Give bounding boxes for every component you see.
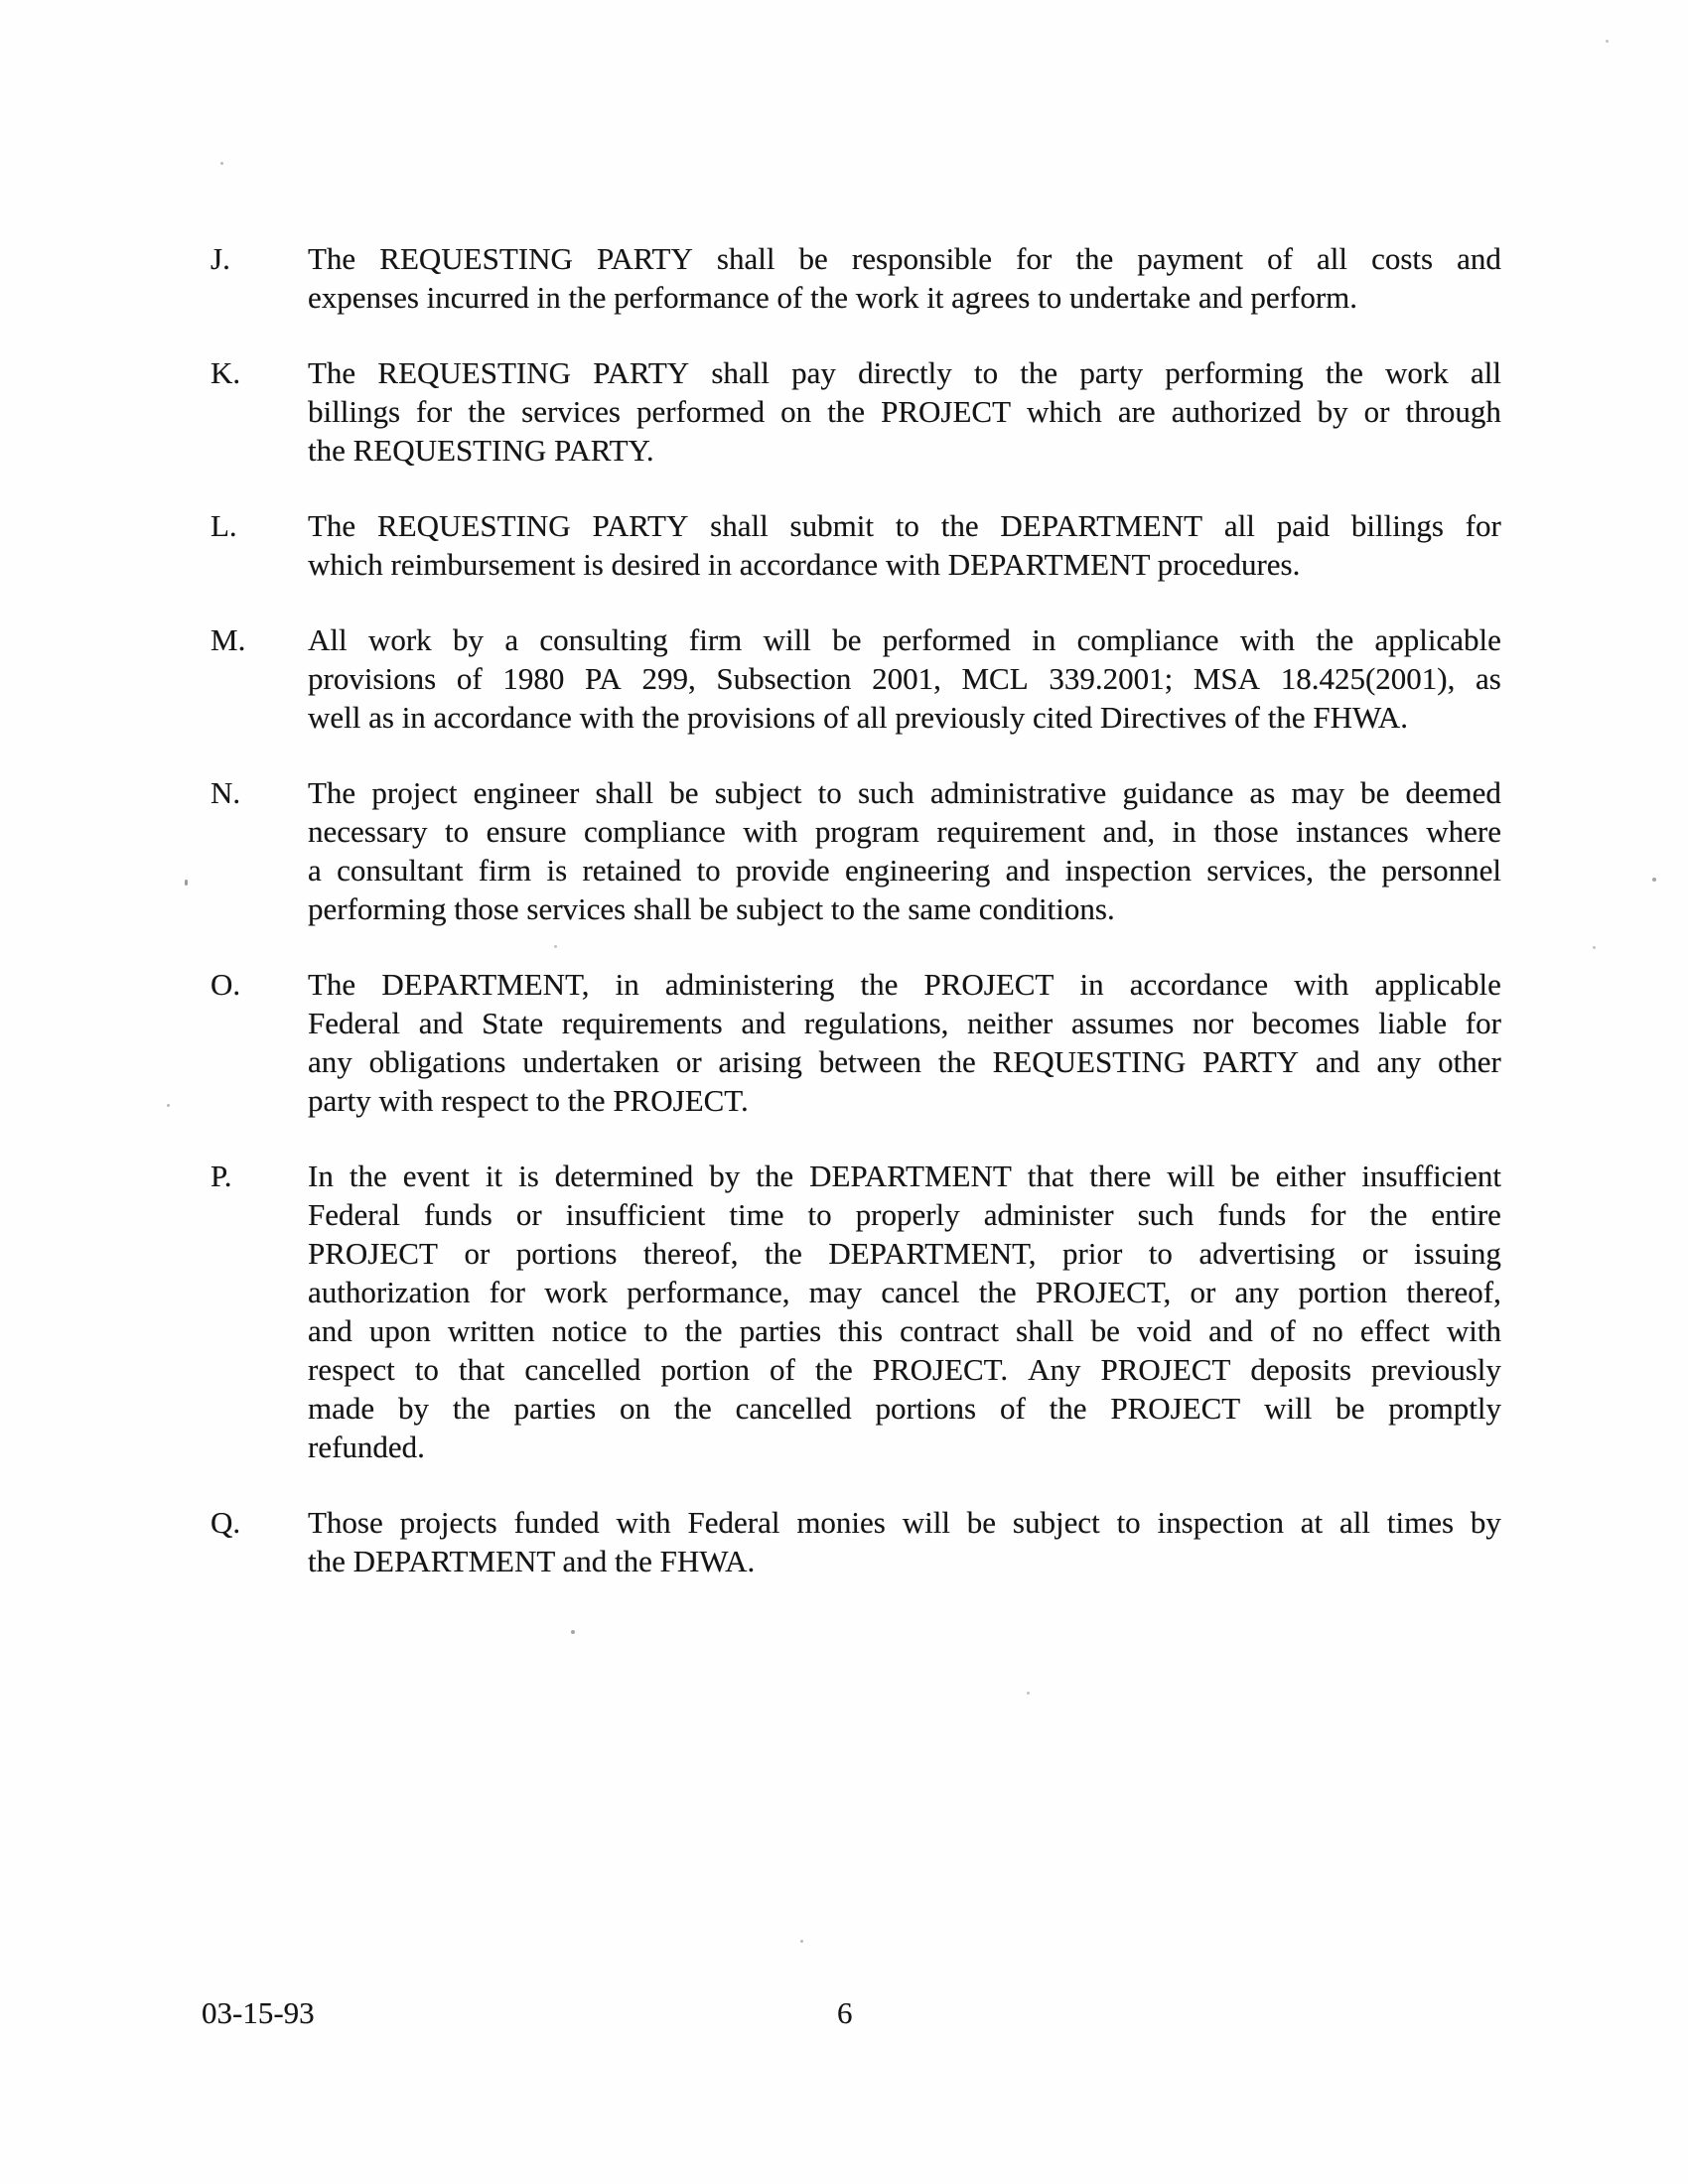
clause-line: performing those services shall be subject to the same conditions. (308, 891, 1115, 926)
clause-line: a consultant firm is retained to provide engineering and inspection services, the personnel (308, 853, 1501, 887)
clause-line: the DEPARTMENT and the FHWA. (308, 1544, 756, 1578)
clause-letter: P. (211, 1159, 232, 1193)
clause-N (211, 773, 1501, 928)
scan-speck (1606, 40, 1609, 43)
clause-letter: L. (211, 508, 237, 543)
clause-text (308, 1503, 1501, 1580)
clause-line: the REQUESTING PARTY. (308, 433, 654, 468)
clause-letter: M. (211, 622, 246, 657)
clause-letter: J. (211, 241, 230, 276)
clause-text (308, 506, 1501, 584)
scan-speck (1652, 878, 1656, 882)
clause-text (308, 1157, 1501, 1466)
clause-J (211, 239, 1501, 317)
clause-line: The DEPARTMENT, in administering the PROJECT in accordance with applicable (308, 967, 1501, 1002)
footer-date: 03-15-93 (202, 1995, 315, 2030)
clause-line: The REQUESTING PARTY shall be responsible for the payment of all costs and (308, 241, 1501, 276)
clause-Q (211, 1503, 1501, 1580)
scan-speck (554, 945, 557, 948)
clause-line: The project engineer shall be subject to such administrative guidance as may be deemed (308, 775, 1501, 810)
clause-text (308, 965, 1501, 1120)
clause-line: authorization for work performance, may cancel the PROJECT, or any portion thereof, (308, 1275, 1501, 1309)
clause-letter: Q. (211, 1505, 241, 1540)
clause-line: Federal and State requirements and regulations, neither assumes nor becomes liable for (308, 1006, 1501, 1040)
clause-line: made by the parties on the cancelled portions of the PROJECT will be promptly (308, 1391, 1501, 1426)
clause-line: provisions of 1980 PA 299, Subsection 2001, MCL 339.2001; MSA 18.425(2001), as (308, 661, 1501, 696)
footer-page-number: 6 (837, 1995, 853, 2030)
clause-letter: O. (211, 967, 241, 1002)
clause-line: Those projects funded with Federal monies will be subject to inspection at all times by (308, 1505, 1501, 1540)
clause-line: The REQUESTING PARTY shall pay directly to the party performing the work all (308, 355, 1501, 390)
clause-P (211, 1157, 1501, 1466)
clause-line: party with respect to the PROJECT. (308, 1083, 749, 1118)
clause-line: refunded. (308, 1430, 425, 1464)
clause-K (211, 353, 1501, 470)
clause-line: All work by a consulting firm will be performed in compliance with the applicable (308, 622, 1501, 657)
scan-speck (167, 1104, 170, 1107)
clause-line: well as in accordance with the provisions of all previously cited Directives of the FHWA. (308, 700, 1408, 735)
clause-M (211, 620, 1501, 737)
clause-line: any obligations undertaken or arising between the REQUESTING PARTY and any other (308, 1044, 1501, 1079)
scan-speck (571, 1630, 575, 1634)
clause-text (308, 773, 1501, 928)
scan-speck (220, 162, 223, 165)
clause-line: respect to that cancelled portion of the PROJECT. Any PROJECT deposits previously (308, 1352, 1501, 1387)
clauses-list (211, 239, 1501, 1617)
clause-line: which reimbursement is desired in accordance with DEPARTMENT procedures. (308, 547, 1301, 582)
scan-speck (185, 880, 188, 886)
clause-line: The REQUESTING PARTY shall submit to the DEPARTMENT all paid billings for (308, 508, 1501, 543)
scan-speck (1593, 946, 1596, 949)
clause-text (308, 620, 1501, 737)
clause-L (211, 506, 1501, 584)
clause-line: Federal funds or insufficient time to properly administer such funds for the entire (308, 1197, 1501, 1232)
scan-speck (800, 1940, 803, 1943)
clause-letter: K. (211, 355, 241, 390)
clause-line: expenses incurred in the performance of the work it agrees to undertake and perform. (308, 280, 1358, 315)
clause-line: PROJECT or portions thereof, the DEPARTMENT, prior to advertising or issuing (308, 1236, 1501, 1271)
scan-speck (1027, 1692, 1030, 1695)
clause-line: and upon written notice to the parties this contract shall be void and of no effect with (308, 1313, 1501, 1348)
clause-text (308, 239, 1501, 317)
clause-O (211, 965, 1501, 1120)
clause-text (308, 353, 1501, 470)
clause-line: necessary to ensure compliance with program requirement and, in those instances where (308, 814, 1501, 849)
clause-line: billings for the services performed on the PROJECT which are authorized by or through (308, 394, 1501, 429)
clause-letter: N. (211, 775, 241, 810)
clause-line: In the event it is determined by the DEPARTMENT that there will be either insufficient (308, 1159, 1501, 1193)
